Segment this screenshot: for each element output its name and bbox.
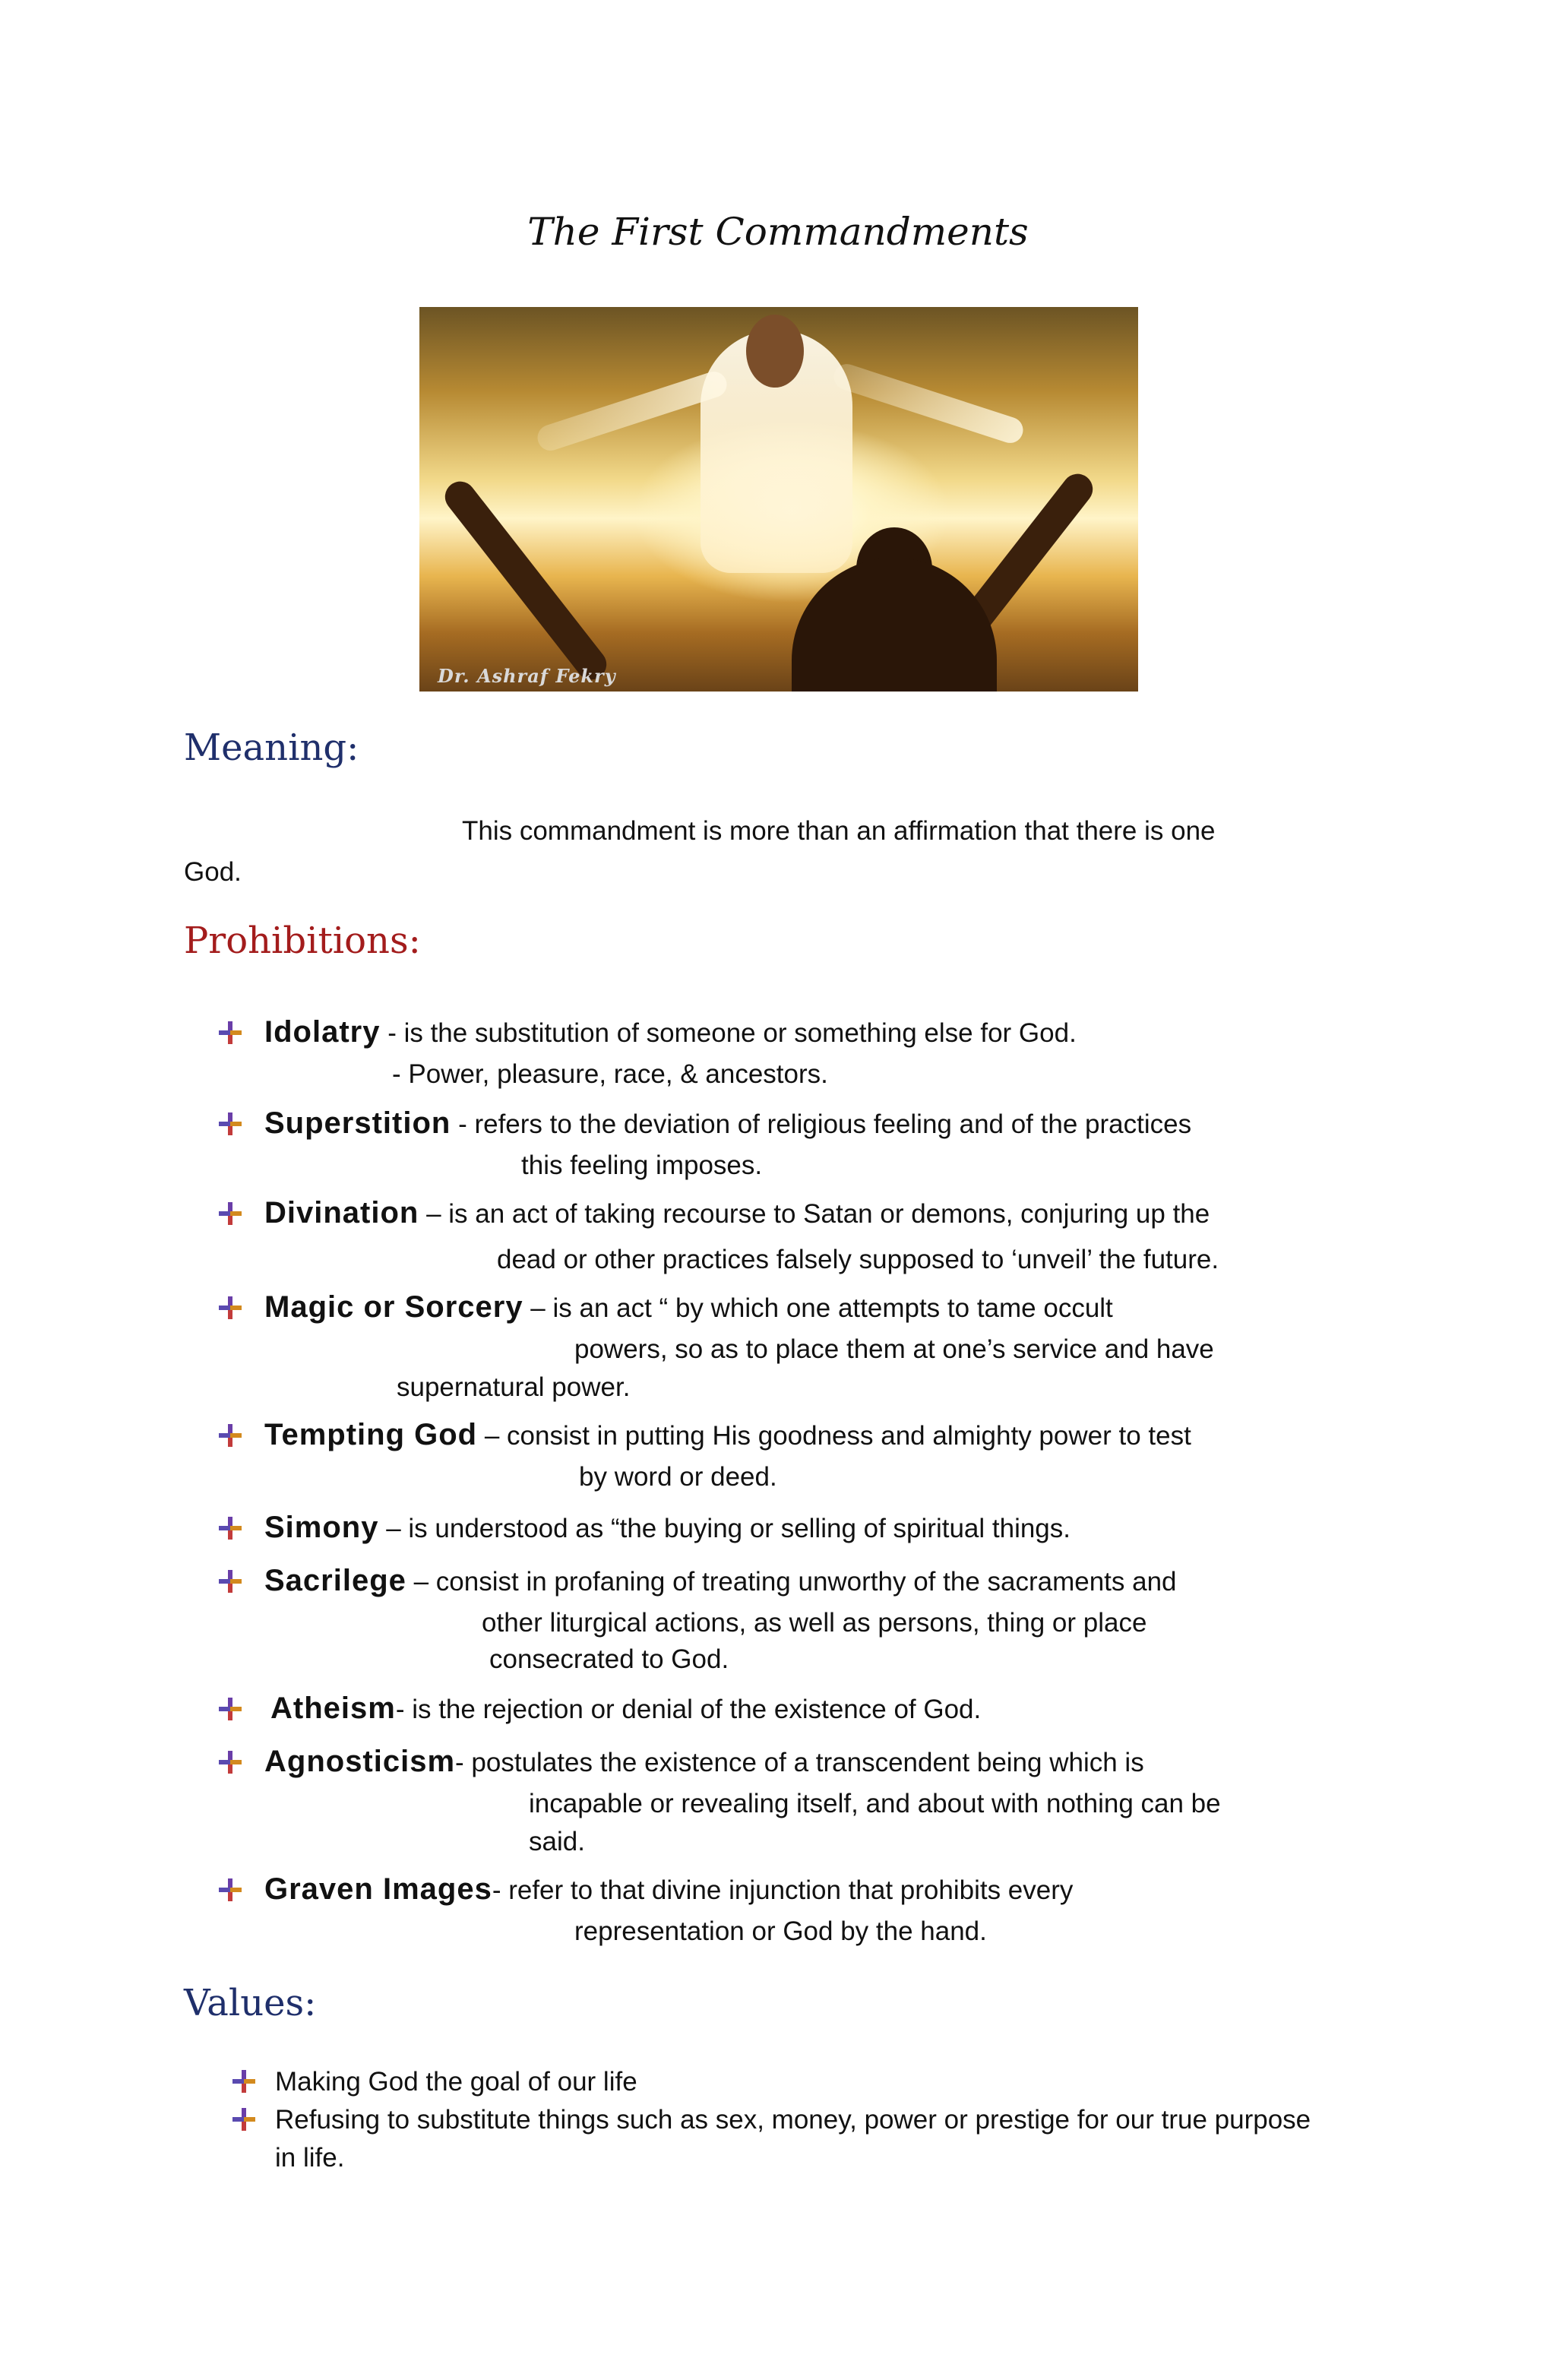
bullet-icon [232, 2108, 255, 2131]
prohibition-item [264, 1511, 1071, 1545]
prohibition-item [264, 1196, 1210, 1230]
prohibition-term: Magic or Sorcery [264, 1290, 523, 1324]
bullet-icon [219, 1202, 242, 1225]
figure-head-shape [746, 315, 804, 388]
meaning-line-2: God. [184, 857, 242, 887]
prohibition-term: Atheism [270, 1692, 396, 1725]
prohibition-continuation: consecrated to God. [489, 1644, 729, 1674]
prohibition-continuation: representation or God by the hand. [574, 1916, 987, 1946]
prohibition-continuation: incapable or revealing itself, and about with nothing can be [529, 1789, 1221, 1818]
bullet-icon [219, 1878, 242, 1901]
values-heading: Values: [184, 1982, 317, 2024]
prohibition-continuation: powers, so as to place them at one’s service and have [574, 1334, 1214, 1364]
bullet-icon [219, 1112, 242, 1135]
prohibition-term: Simony [264, 1511, 379, 1544]
bullet-icon [219, 1296, 242, 1319]
bullet-icon [219, 1021, 242, 1044]
prohibition-definition: – is an act “ by which one attempts to tame occult [523, 1293, 1113, 1323]
meaning-line-1: This commandment is more than an affirmation that there is one [462, 816, 1216, 846]
prohibition-continuation: by word or deed. [579, 1462, 777, 1492]
prohibition-term: Idolatry [264, 1015, 381, 1049]
bullet-icon [219, 1751, 242, 1774]
bullet-icon [219, 1698, 242, 1720]
prohibition-item [264, 1872, 1073, 1907]
prohibition-term: Divination [264, 1196, 419, 1230]
prohibition-item [264, 1015, 1077, 1049]
raised-left-arm-shape [439, 476, 613, 686]
prohibition-continuation: supernatural power. [397, 1372, 631, 1402]
prohibition-continuation: other liturgical actions, as well as persons, thing or place [482, 1608, 1147, 1638]
prohibition-definition: – consist in profaning of treating unworthy of the sacraments and [406, 1567, 1177, 1597]
prohibition-term: Tempting God [264, 1418, 478, 1451]
page-title: The First Commandments [527, 210, 1029, 254]
prohibition-item [264, 1564, 1177, 1598]
bullet-icon [219, 1570, 242, 1593]
prohibition-item [264, 1418, 1191, 1452]
prohibition-definition: - refer to that divine injunction that prohibits every [492, 1875, 1074, 1905]
prohibition-definition: – consist in putting His goodness and almighty power to test [477, 1421, 1191, 1451]
prohibition-item [270, 1692, 981, 1726]
prohibition-term: Agnosticism [264, 1745, 456, 1778]
value-item: in life. [275, 2143, 345, 2173]
prohibition-continuation: said. [529, 1827, 585, 1856]
prohibition-item [264, 1745, 1144, 1779]
prohibition-definition: - postulates the existence of a transcendent being which is [455, 1748, 1144, 1777]
prohibitions-heading: Prohibitions: [184, 919, 421, 962]
header-photo [419, 307, 1138, 692]
prohibition-definition: - is the rejection or denial of the existence of God. [395, 1695, 982, 1724]
bullet-icon [232, 2070, 255, 2093]
prohibition-continuation: this feeling imposes. [521, 1150, 763, 1180]
prohibition-term: Superstition [264, 1106, 451, 1140]
bullet-icon [219, 1424, 242, 1447]
prohibition-definition: - refers to the deviation of religious feeling and of the practices [451, 1109, 1192, 1139]
bullet-icon [219, 1517, 242, 1540]
prohibition-definition: – is an act of taking recourse to Satan or demons, conjuring up the [419, 1199, 1210, 1229]
prohibition-term: Sacrilege [264, 1564, 406, 1597]
meaning-heading: Meaning: [184, 726, 359, 769]
prohibition-definition: – is understood as “the buying or selling of spiritual things. [378, 1514, 1071, 1543]
prohibition-continuation: dead or other practices falsely supposed to ‘unveil’ the future. [497, 1245, 1219, 1274]
prohibition-continuation: - Power, pleasure, race, & ancestors. [392, 1059, 828, 1089]
value-item: Making God the goal of our life [275, 2067, 637, 2097]
prohibition-item [264, 1106, 1191, 1141]
prohibition-definition: - is the substitution of someone or something else for God. [380, 1018, 1077, 1048]
prohibition-item [264, 1290, 1113, 1325]
prohibition-term: Graven Images [264, 1872, 492, 1906]
photo-credit: Dr. Ashraf Fekry [438, 665, 616, 687]
value-item: Refusing to substitute things such as sex, money, power or prestige for our true purpose [275, 2105, 1311, 2135]
